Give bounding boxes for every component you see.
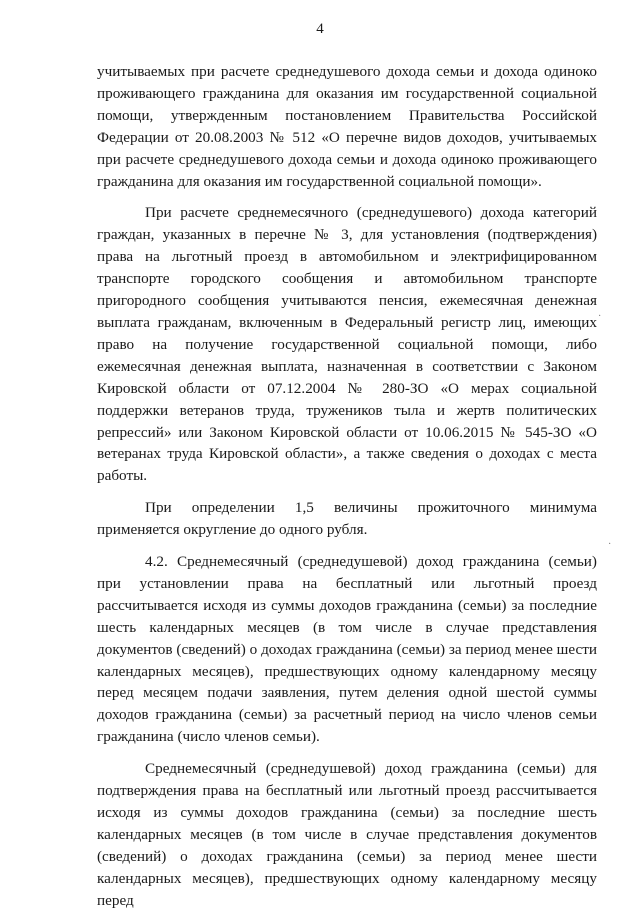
document-body [97,61,597,912]
paragraph-section-4-2: 4.2. Среднемесячный (среднедушевой) доход гражданина (семьи) при установлении права на бесплатный или льготный проезд рассчитывается исходя из суммы доходов гражданина (семьи) за последние шесть календарных месяцев (в том числе в случае представления документов (сведений) о доходах гражданина (семьи) за период менее шести календарных месяцев), предшествующих одному календарному месяцу перед месяцем подачи заявления, путем деления одной шестой суммы доходов гражданина (семьи) за расчетный период на число членов семьи гражданина (число членов семьи). [97,553,597,746]
scan-speck: · [598,311,602,322]
paragraph-confirmation: Среднемесячный (среднедушевой) доход гражданина (семьи) для подтверждения права на бесплатный или льготный проезд рассчитывается исходя из суммы доходов гражданина (семьи) за последние шесть календарных месяцев (в том числе в случае представления документов (сведений) о доходах гражданина (семьи) за период менее шести календарных месяцев), предшествующих одному календарному месяцу перед [97,760,597,909]
paragraph-income-calculation: При расчете среднемесячного (среднедушевого) дохода категорий граждан, указанных в перечне № 3, для установления (подтверждения) права на льготный проезд в автомобильном и электрифицированном транспорте городского сообщения и автомобильном транспорте пригородного сообщения учитываются пенсия, ежемесячная денежная выплата гражданам, включенным в Федеральный регистр лиц, имеющих право на получение государственной социальной помощи, либо ежемесячная денежная выплата, назначенная в соответствии с Законом Кировской области от 07.12.2004 № 280-ЗО «О мерах социальной поддержки ветеранов труда, тружеников тыла и жертв политических репрессий» или Законом Кировской области от 10.06.2015 № 545-ЗО «О ветеранах труда Кировской области», а также сведения о доходах с места работы. [97,204,597,485]
paragraph-rounding: При определении 1,5 величины прожиточного минимума применяется округление до одного рубля. [97,499,597,539]
page-number: 4 [316,21,324,37]
scan-speck: · [608,539,612,550]
paragraph-continuation: учитываемых при расчете среднедушевого дохода семьи и дохода одиноко проживающего гражданина для оказания им государственной социальной помощи, утвержденным постановлением Правительства Российской Федерации от 20.08.2003 № 512 «О перечне видов доходов, учитываемых при расчете среднедушевого дохода семьи и дохода одиноко проживающего гражданина для оказания им государственной социальной помощи». [97,63,597,190]
